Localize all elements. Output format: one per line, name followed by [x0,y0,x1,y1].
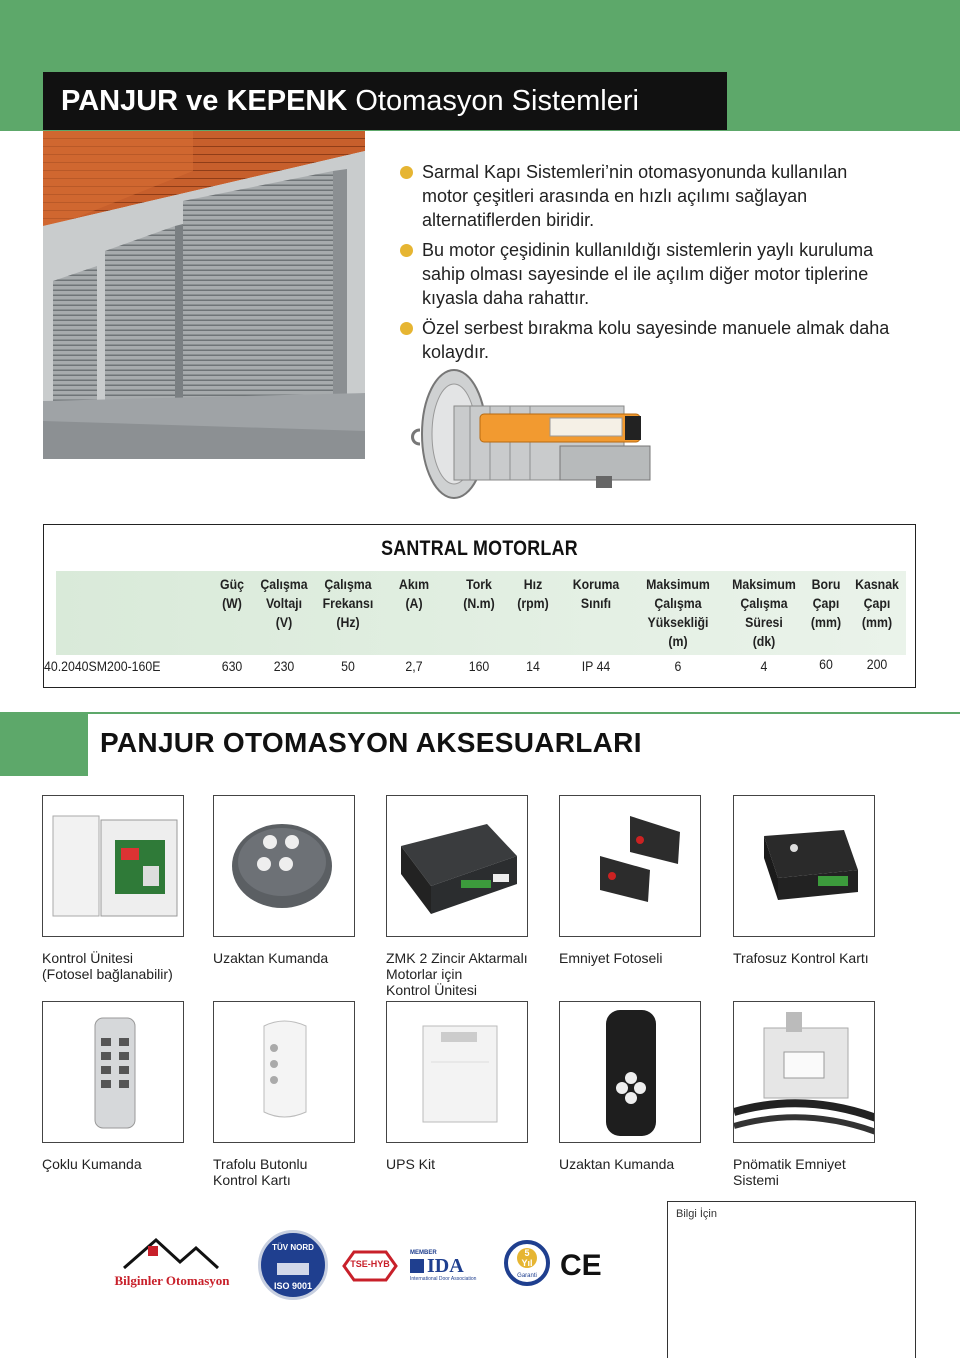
spec-value: 230 [273,658,295,674]
accessory-pneumatic-image [733,1001,875,1143]
brand-logo [104,1234,240,1288]
spec-col-pipe: Boru Çapı (mm) [810,576,842,630]
accessory-label: Çoklu Kumanda [42,1156,142,1172]
warranty-years: 5 [524,1248,530,1258]
accessory-label: ZMK 2 Zincir Aktarmalı Motorlar için Kontrol Ünitesi [386,950,528,998]
iso-label: ISO 9001 [273,1281,313,1291]
shutter-photo [43,131,365,459]
spec-col-power: Güç (W) [220,576,244,611]
ida-logo: MEMBER IDA International Door Association [410,1250,477,1282]
accessories-title: PANJUR OTOMASYON AKSESUARLARI [100,727,642,758]
accessory-label: Kontrol Ünitesi (Fotosel bağlanabilir) [42,950,173,982]
accessory-label: Trafosuz Kontrol Kartı [733,950,869,966]
accessory-remote-image [213,795,355,937]
accessory-label: Pnömatik Emniyet Sistemi [733,1156,846,1188]
title-light: Otomasyon Sistemleri [355,84,639,117]
spec-col-max-duration: Maksimum Çalışma Süresi (dk) [732,576,796,649]
spec-value: 60 [819,656,833,672]
warranty-badge: 5 Yıl Garanti [504,1240,552,1288]
feature-list [398,160,898,370]
spec-value: 200 [866,656,888,672]
spec-col-pulley: Kasnak Çapı (mm) [855,576,899,630]
spec-value: 14 [526,658,540,674]
spec-value: 2,7 [405,658,423,674]
title-bold: PANJUR ve KEPENK [61,84,348,117]
tse-label: TSE-HYB [350,1259,390,1269]
accessory-label: Trafolu Butonlu Kontrol Kartı [213,1156,308,1188]
accessory-label: Uzaktan Kumanda [213,950,329,966]
page-title [43,72,727,130]
brand-logo-roof-icon [104,1234,240,1270]
spec-value: 6 [674,658,682,674]
feature-item: Bu motor çeşidinin kullanıldığı sistemlerin yaylı kuruluma sahip olması sayesinde el ile açılım diğer motor tiplerine kıyasla daha rahattır. [398,238,898,310]
spec-col-voltage: Çalışma Voltajı (V) [260,576,308,630]
info-label: Bilgi İçin [676,1208,717,1220]
feature-item: Sarmal Kapı Sistemleri’nin otomasyonunda kullanılan motor çeşitleri arasında en hızlı açılımı sağlayan alternatiflerden biridir. [398,160,898,232]
spec-col-torque: Tork (N.m) [463,576,495,611]
feature-item: Özel serbest bırakma kolu sayesinde manuele almak daha kolaydır. [398,316,898,364]
spec-value: 4 [760,658,768,674]
spec-col-max-height: Maksimum Çalışma Yüksekliği (m) [646,576,710,649]
spec-title: SANTRAL MOTORLAR [381,537,578,560]
accessory-label: UPS Kit [386,1156,436,1172]
accessory-transformer-button-card-image [213,1001,355,1143]
accessory-control-unit-image [42,795,184,937]
spec-value: IP 44 [581,658,611,674]
ida-label: IDA [427,1255,464,1277]
accessory-remote2-image [559,1001,701,1143]
iso-logo [258,1230,328,1300]
spec-value: 160 [468,658,490,674]
spec-model: 40.2040SM200-160E [44,658,161,674]
accessory-ups-kit-image [386,1001,528,1143]
tse-logo [338,1248,402,1284]
brand-name: Bilginler Otomasyon [114,1273,230,1288]
spec-col-protection: Koruma Sınıfı [572,576,620,611]
accessory-label: Uzaktan Kumanda [559,1156,675,1172]
spec-value: 630 [221,658,243,674]
motor-photo [410,362,655,502]
spec-col-speed: Hız (rpm) [517,576,549,611]
accessory-photocell-image [559,795,701,937]
spec-col-frequency: Çalışma Frekansı (Hz) [322,576,374,630]
accessory-zmk-unit-image [386,795,528,937]
accessory-label: Emniyet Fotoseli [559,950,663,966]
spec-col-current: Akım (A) [398,576,430,611]
contact-info-box [667,1201,916,1358]
accessory-transformerless-card-image [733,795,875,937]
accessory-keypad-image [42,1001,184,1143]
spec-value: 50 [341,658,355,674]
ce-mark: CE [560,1249,602,1282]
tuv-label: TÜV NORD [272,1243,314,1252]
